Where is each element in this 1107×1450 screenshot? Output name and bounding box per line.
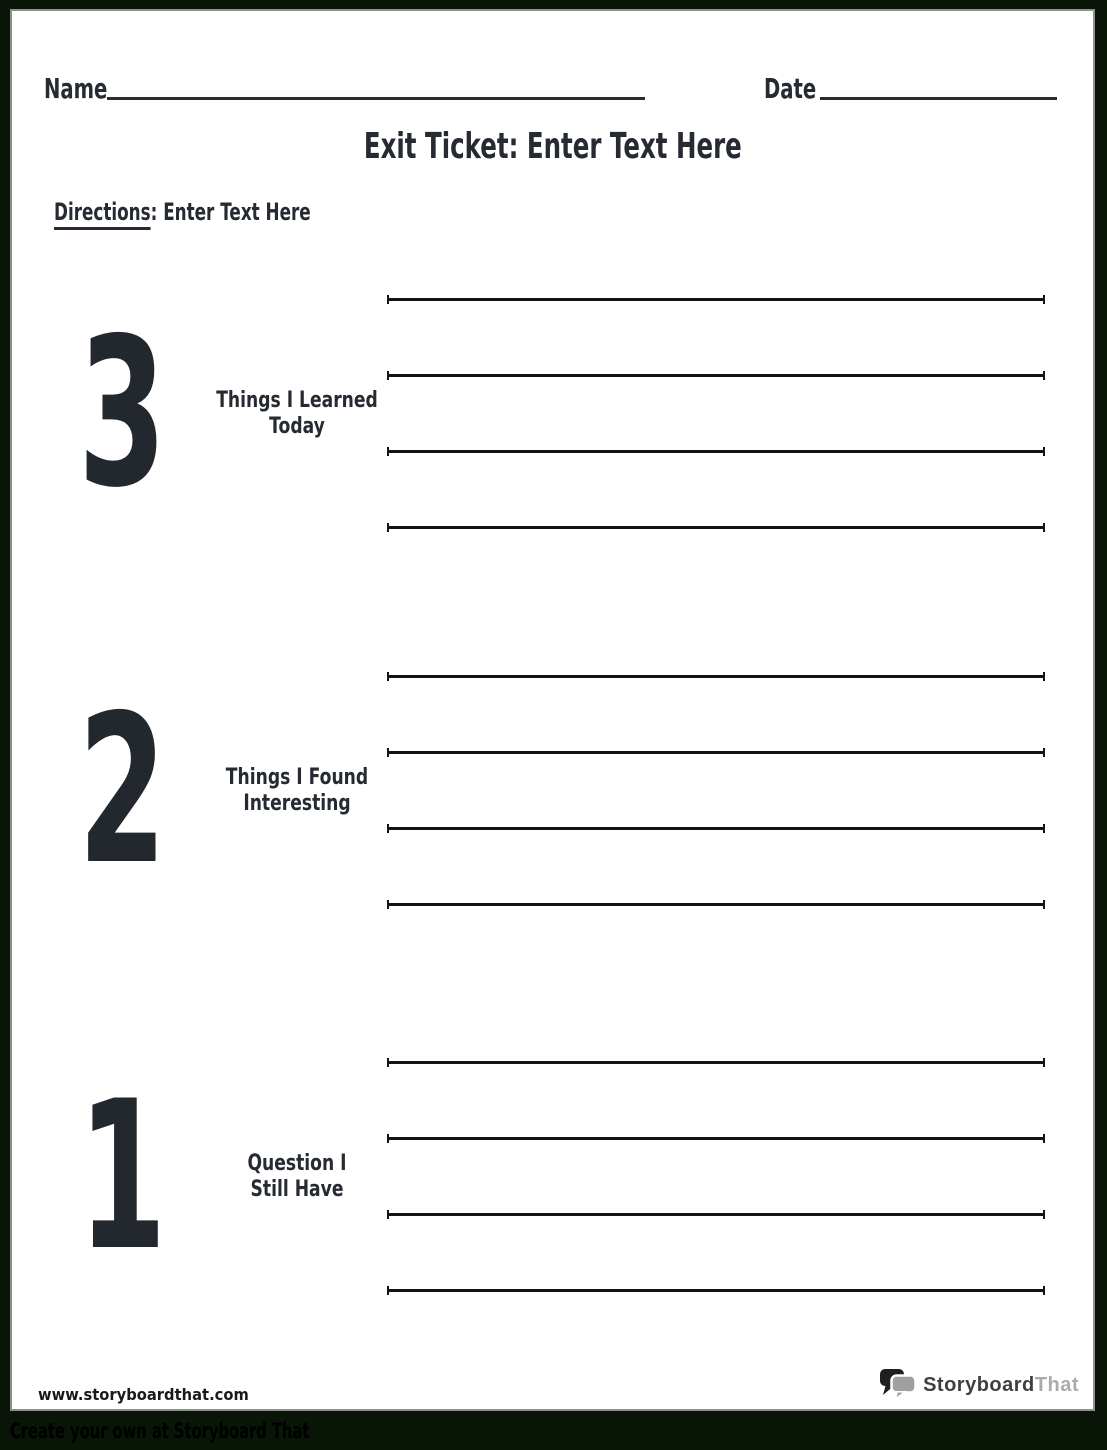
write-line xyxy=(387,1137,1045,1140)
write-line xyxy=(387,450,1045,453)
write-line xyxy=(387,827,1045,830)
date-line xyxy=(820,97,1057,100)
section-things-learned xyxy=(12,294,1093,533)
directions-text[interactable]: : Enter Text Here xyxy=(150,198,311,226)
write-line xyxy=(387,1213,1045,1216)
website-url: www.storyboardthat.com xyxy=(38,1385,249,1404)
name-label: Name xyxy=(44,72,108,105)
write-line xyxy=(387,675,1045,678)
write-line xyxy=(387,903,1045,906)
section-things-interesting xyxy=(12,671,1093,910)
big-number-1: 1 xyxy=(77,1057,167,1296)
storyboardthat-logo[interactable] xyxy=(879,1363,1079,1407)
section-label: Things I Found Interesting xyxy=(225,764,369,816)
date-label: Date xyxy=(764,72,817,105)
page-title xyxy=(12,127,1093,167)
bottom-banner xyxy=(10,1419,438,1443)
write-line xyxy=(387,751,1045,754)
big-number-2: 2 xyxy=(77,671,167,910)
banner-text: Create your own at Storyboard That xyxy=(10,1419,310,1443)
section-label: Question I Still Have xyxy=(247,1150,347,1202)
write-line xyxy=(387,298,1045,301)
section-label: Things I Learned Today xyxy=(216,387,378,439)
directions xyxy=(54,199,421,230)
name-line xyxy=(107,97,645,100)
section-question-still-have xyxy=(12,1057,1093,1296)
write-line xyxy=(387,526,1045,529)
directions-label: Directions xyxy=(54,199,151,230)
big-number-3: 3 xyxy=(77,294,167,533)
write-line xyxy=(387,1289,1045,1292)
worksheet-page xyxy=(10,9,1095,1411)
write-line xyxy=(387,374,1045,377)
page-title-text[interactable]: Exit Ticket: Enter Text Here xyxy=(363,126,742,167)
logo-wordmark: StoryboardThat xyxy=(923,1373,1079,1396)
write-line xyxy=(387,1061,1045,1064)
speech-bubbles-icon xyxy=(879,1367,917,1403)
